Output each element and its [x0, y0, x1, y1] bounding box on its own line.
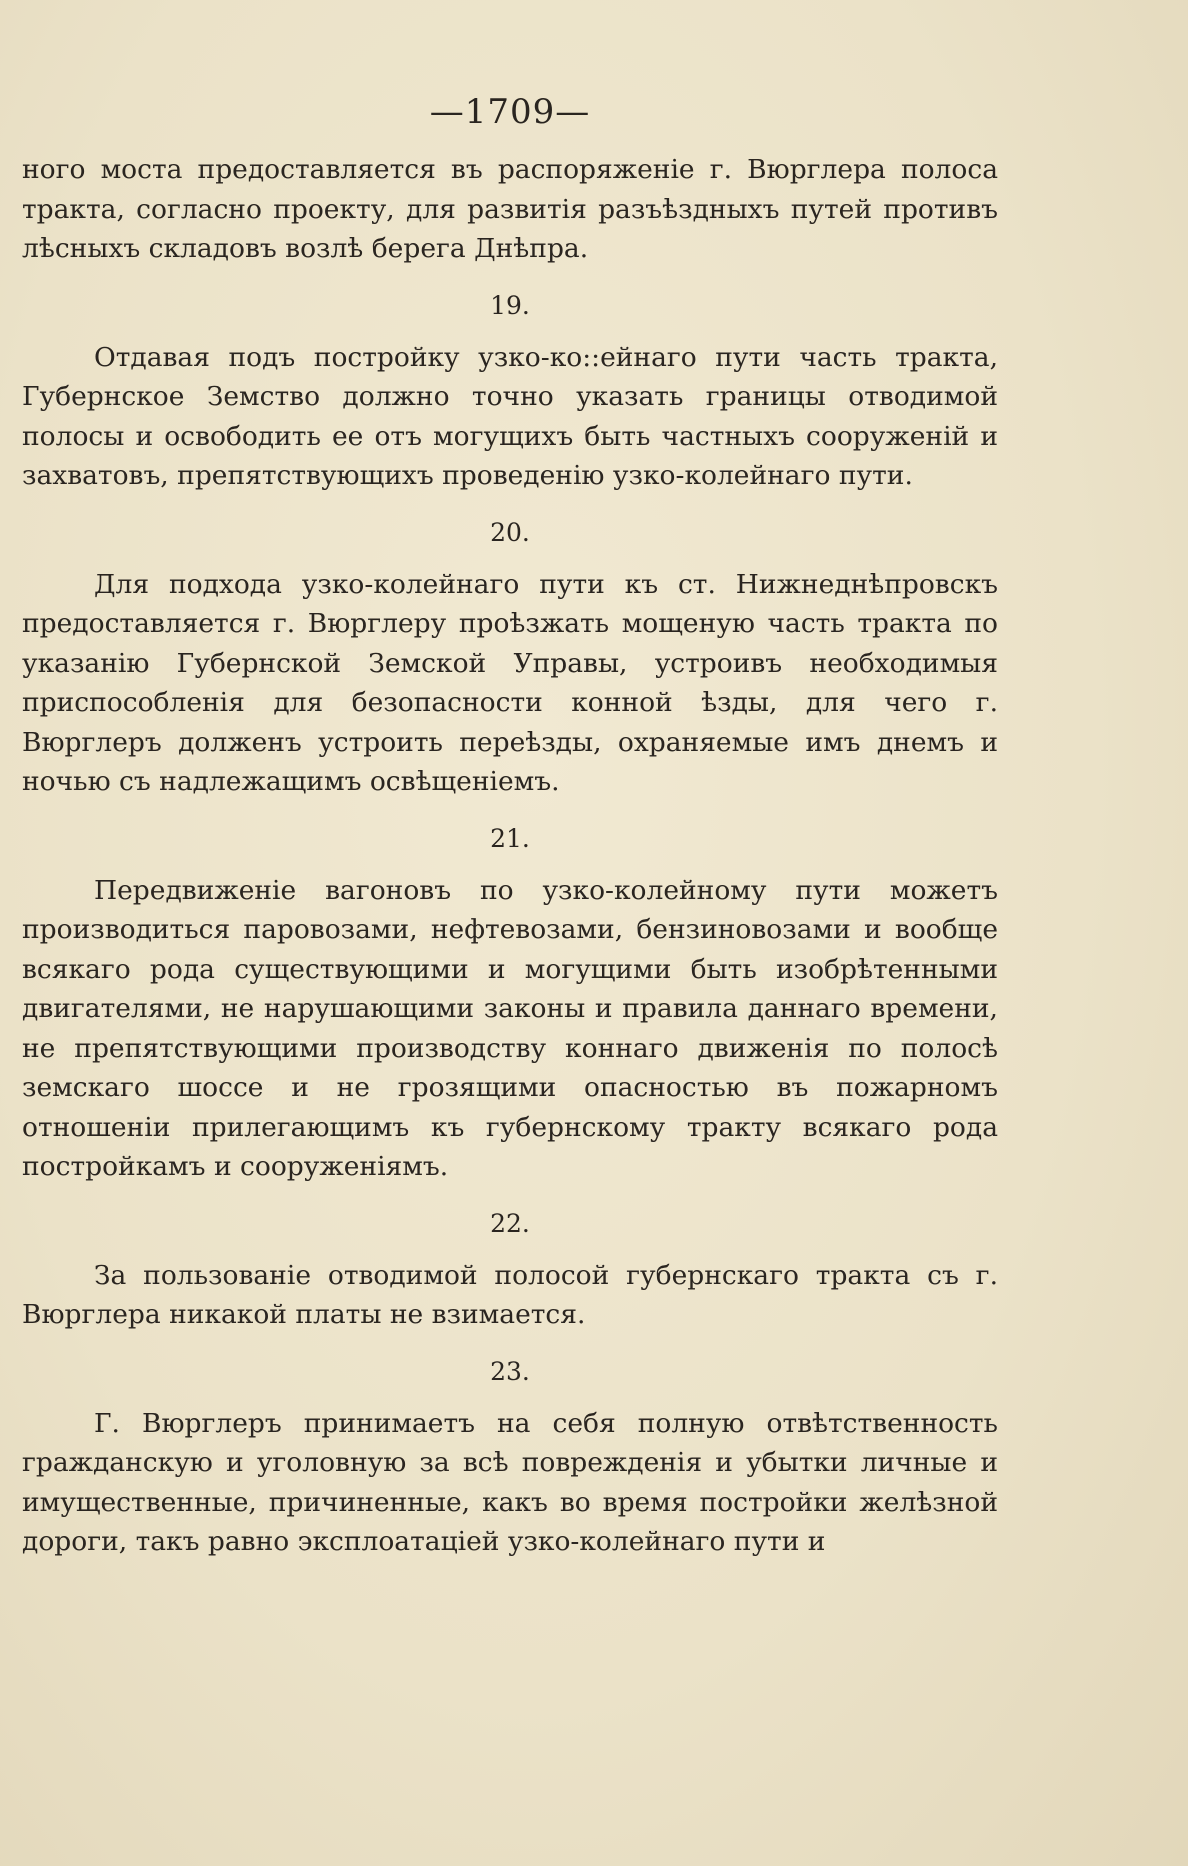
section-19 — [22, 291, 998, 496]
section-text: Для подхода узко-колейнаго пути къ ст. Нижнеднѣпровскъ предоставляется г. Вюрглеру проѣзжать мощеную часть тракта по указанію Губернской Земской Управы, устроивъ необходимыя приспособленія для безопасности конной ѣзды, для чего г. Вюрглеръ долженъ устроить переѣзды, охраняемые имъ днемъ и ночью съ надлежащимъ освѣщеніемъ. — [22, 568, 998, 797]
section-number: 21. — [490, 823, 530, 853]
section-text: Отдавая подъ постройку узко-ко::ейнаго пути часть тракта, Губернское Земство должно точно указать границы отводимой полосы и освободить ее отъ могущихъ быть частныхъ сооруженій и захватовъ, препятствующихъ проведенію узко-колейнаго пути. — [22, 341, 998, 491]
section-text: Г. Вюрглеръ принимаетъ на себя полную отвѣтственность гражданскую и уголовную за всѣ поврежденія и убытки личные и имущественные, причиненные, какъ во время постройки желѣзной дороги, такъ равно эксплоатаціей узко-колейнаго пути и — [22, 1407, 998, 1557]
page-number: —1709— — [429, 92, 591, 132]
section-20 — [22, 518, 998, 802]
section-21 — [22, 824, 998, 1187]
section-22 — [22, 1209, 998, 1335]
section-text: За пользованіе отводимой полосой губернскаго тракта съ г. Вюрглера никакой платы не взимается. — [22, 1259, 998, 1330]
section-number: 20. — [490, 517, 530, 547]
section-text: Передвиженіе вагоновъ по узко-колейному пути можетъ производиться паровозами, нефтевозами, бензиновозами и вообще всякаго рода существующими и могущими быть изобрѣтенными двигателями, не нарушающими законы и правила даннаго времени, не препятствующими производству коннаго движенія по полосѣ земскаго шоссе и не грозящими опасностью въ пожарномъ отношеніи прилегающимъ къ губернскому тракту всякаго рода постройкамъ и сооруженіямъ. — [22, 874, 998, 1182]
opening-paragraph: ного моста предоставляется въ распоряженіе г. Вюрглера полоса тракта, согласно проекту, для развитія разъѣздныхъ путей противъ лѣсныхъ складовъ возлѣ берега Днѣпра. — [22, 154, 998, 264]
section-number: 23. — [490, 1356, 530, 1386]
section-23 — [22, 1357, 998, 1562]
section-number: 19. — [490, 290, 530, 320]
section-number: 22. — [490, 1208, 530, 1238]
